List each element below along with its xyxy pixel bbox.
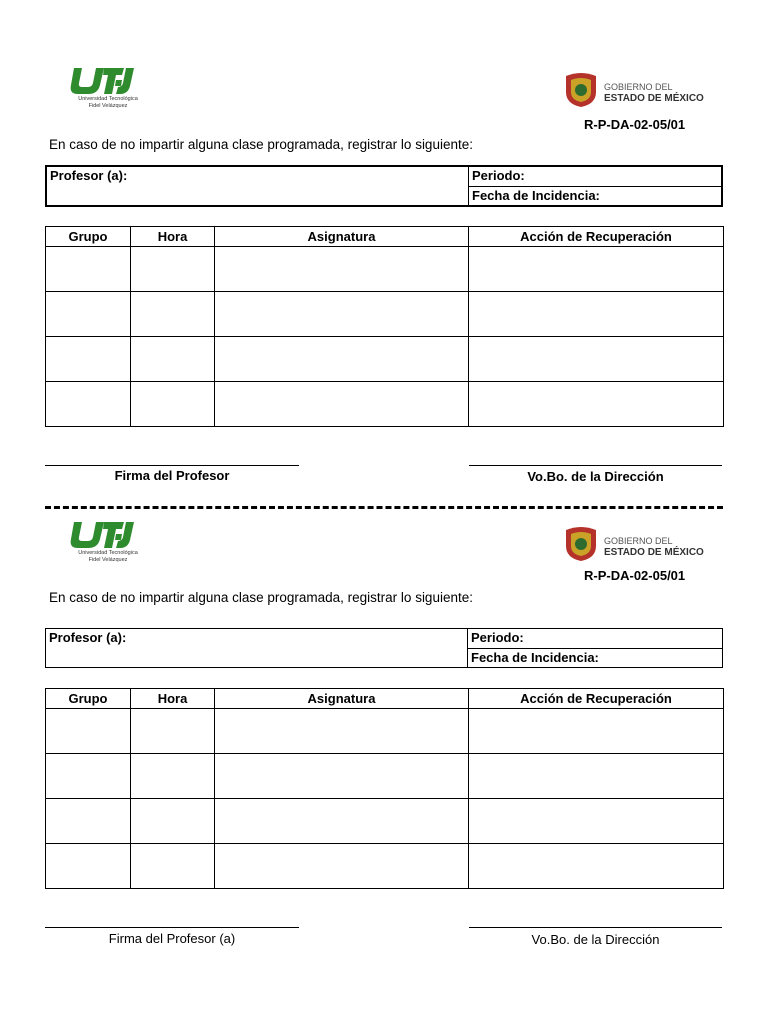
table-row	[46, 844, 724, 889]
gobierno-text	[604, 536, 704, 558]
accion-cell[interactable]	[469, 844, 724, 889]
col-hora: Hora	[131, 227, 215, 247]
grupo-cell[interactable]	[46, 799, 131, 844]
col-grupo: Grupo	[46, 689, 131, 709]
accion-cell[interactable]	[469, 799, 724, 844]
gobierno-line2: ESTADO DE MÉXICO	[604, 547, 704, 558]
grupo-cell[interactable]	[46, 292, 131, 337]
fecha-cell[interactable]	[468, 648, 723, 668]
utj-line1: Universidad Tecnológica	[78, 96, 138, 102]
utj-line2: Fidel Velázquez	[88, 557, 128, 563]
asignatura-cell[interactable]	[215, 382, 469, 427]
hora-cell[interactable]	[131, 292, 215, 337]
asignatura-cell[interactable]	[215, 292, 469, 337]
incidence-table	[45, 688, 724, 889]
profesor-info-table	[45, 628, 723, 668]
col-asignatura: Asignatura	[215, 689, 469, 709]
col-grupo: Grupo	[46, 227, 131, 247]
col-accion: Acción de Recuperación	[469, 689, 724, 709]
table-row	[46, 247, 724, 292]
gobierno-line1: GOBIERNO DEL	[604, 82, 673, 92]
signature-label-profesor: Firma del Profesor (a)	[108, 931, 236, 946]
estado-seal-icon	[562, 70, 600, 108]
utj-logo-mark	[68, 520, 140, 550]
document-code: R-P-DA-02-05/01	[584, 568, 686, 583]
hora-cell[interactable]	[131, 382, 215, 427]
cut-line	[45, 506, 723, 509]
signature-line-profesor	[45, 465, 299, 466]
asignatura-cell[interactable]	[215, 337, 469, 382]
table-row	[46, 754, 724, 799]
utj-logo	[68, 66, 148, 116]
asignatura-cell[interactable]	[215, 709, 469, 754]
incidence-table	[45, 226, 724, 427]
hora-cell[interactable]	[131, 709, 215, 754]
utj-logo-subtitle	[68, 550, 148, 564]
grupo-cell[interactable]	[46, 844, 131, 889]
gobierno-text	[604, 82, 704, 104]
table-header-row	[46, 227, 724, 247]
intro-text: En caso de no impartir alguna clase programada, registrar lo siguiente:	[49, 137, 473, 152]
asignatura-cell[interactable]	[215, 799, 469, 844]
accion-cell[interactable]	[469, 247, 724, 292]
grupo-cell[interactable]	[46, 337, 131, 382]
hora-cell[interactable]	[131, 247, 215, 292]
table-row	[46, 337, 724, 382]
table-row	[46, 292, 724, 337]
fecha-label: Fecha de Incidencia:	[471, 649, 599, 665]
periodo-label: Periodo:	[471, 630, 524, 645]
utj-logo-mark	[68, 66, 140, 96]
gobierno-logo	[560, 68, 710, 112]
fecha-label: Fecha de Incidencia:	[472, 187, 600, 203]
asignatura-cell[interactable]	[215, 754, 469, 799]
col-hora: Hora	[131, 689, 215, 709]
signature-line-direccion	[469, 927, 722, 928]
profesor-label: Profesor (a):	[49, 630, 127, 645]
hora-cell[interactable]	[131, 754, 215, 799]
profesor-label: Profesor (a):	[50, 168, 128, 183]
utj-line2: Fidel Velázquez	[88, 103, 128, 109]
periodo-cell[interactable]	[469, 166, 723, 186]
gobierno-line2: ESTADO DE MÉXICO	[604, 93, 704, 104]
utj-line1: Universidad Tecnológica	[78, 550, 138, 556]
grupo-cell[interactable]	[46, 382, 131, 427]
accion-cell[interactable]	[469, 382, 724, 427]
gobierno-line1: GOBIERNO DEL	[604, 536, 673, 546]
asignatura-cell[interactable]	[215, 844, 469, 889]
utj-logo	[68, 520, 148, 570]
profesor-cell[interactable]	[46, 629, 468, 668]
signature-label-direccion: Vo.Bo. de la Dirección	[531, 932, 660, 947]
accion-cell[interactable]	[469, 754, 724, 799]
document-code: R-P-DA-02-05/01	[584, 117, 686, 132]
periodo-label: Periodo:	[472, 168, 525, 183]
hora-cell[interactable]	[131, 337, 215, 382]
grupo-cell[interactable]	[46, 247, 131, 292]
signature-line-profesor	[45, 927, 299, 928]
table-row	[46, 799, 724, 844]
grupo-cell[interactable]	[46, 754, 131, 799]
hora-cell[interactable]	[131, 844, 215, 889]
signature-label-profesor: Firma del Profesor	[114, 468, 230, 483]
signature-line-direccion	[469, 465, 722, 466]
intro-text: En caso de no impartir alguna clase programada, registrar lo siguiente:	[49, 590, 473, 605]
col-accion: Acción de Recuperación	[469, 227, 724, 247]
gobierno-logo	[560, 522, 710, 566]
col-asignatura: Asignatura	[215, 227, 469, 247]
accion-cell[interactable]	[469, 337, 724, 382]
table-row	[46, 709, 724, 754]
periodo-cell[interactable]	[468, 629, 723, 649]
hora-cell[interactable]	[131, 799, 215, 844]
accion-cell[interactable]	[469, 709, 724, 754]
accion-cell[interactable]	[469, 292, 724, 337]
fecha-cell[interactable]	[469, 186, 723, 206]
signature-label-direccion: Vo.Bo. de la Dirección	[527, 469, 664, 484]
estado-seal-icon	[562, 524, 600, 562]
asignatura-cell[interactable]	[215, 247, 469, 292]
utj-logo-subtitle	[68, 96, 148, 110]
grupo-cell[interactable]	[46, 709, 131, 754]
profesor-info-table	[45, 165, 723, 207]
profesor-cell[interactable]	[46, 166, 469, 206]
table-header-row	[46, 689, 724, 709]
table-row	[46, 382, 724, 427]
